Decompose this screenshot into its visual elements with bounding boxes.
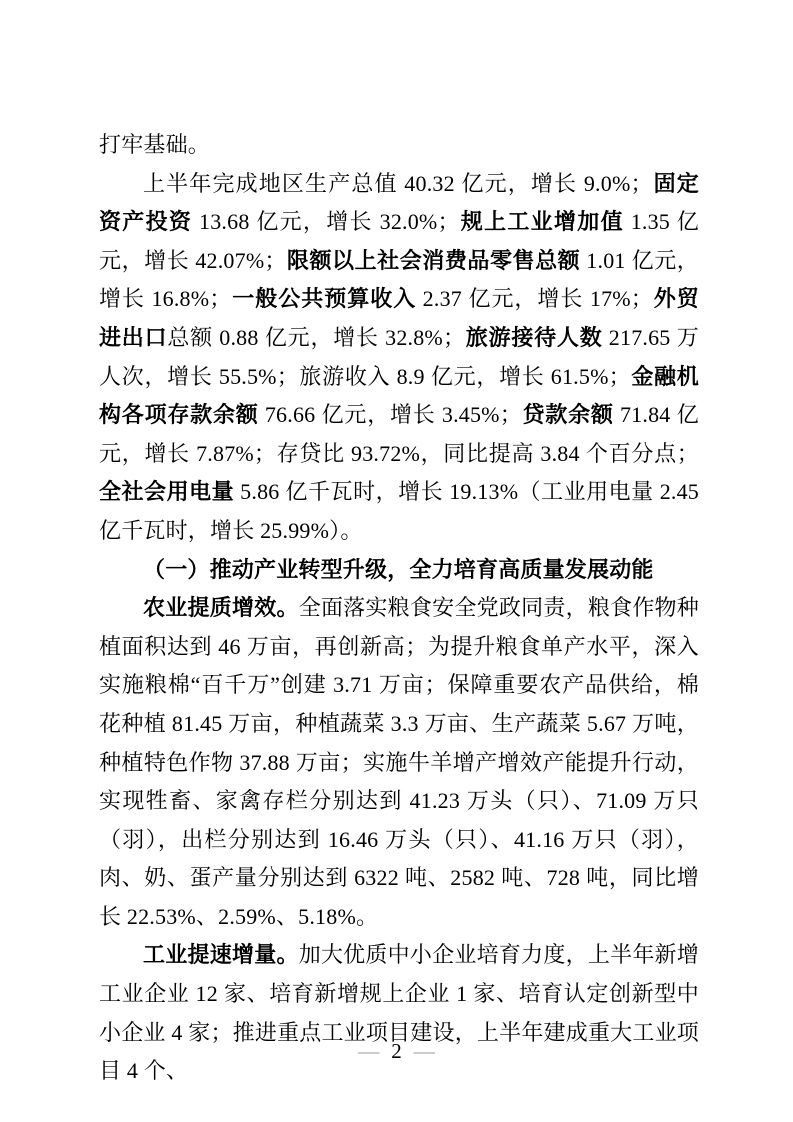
section-heading — [99, 551, 699, 590]
text-run: 加大优质中小企业培育力度，上半年新增工业企业 12 家、培育新增规上企业 1 家、培育认定创新型中小企业 4 家；推进重点工业项目建设，上半年建成重大工业项目 4 个、 — [99, 942, 700, 1084]
text-run: 76.66 亿元，增长 3.45%； — [258, 402, 522, 428]
bold-term: 规上工业增加值 — [459, 209, 624, 235]
text-run: 1.01 亿元，增长 16.8%； — [99, 247, 699, 312]
text-run: 打牢基础。 — [99, 132, 211, 157]
footer-dash-left: — — [358, 1039, 380, 1063]
paragraph — [99, 126, 699, 165]
paragraph — [99, 936, 699, 1090]
document-body — [99, 126, 699, 1091]
bold-term: 旅游接待人数 — [465, 324, 603, 350]
text-run: 13.68 亿元，增长 32.0%； — [192, 209, 460, 235]
bold-term: 金融机构各项存款余额 — [99, 363, 699, 428]
bold-term: 农业提质增效。 — [143, 595, 299, 621]
bold-term: 工业提速增量。 — [143, 942, 299, 968]
text-run: 217.65 万人次，增长 55.5%；旅游收入 8.9 亿元，增长 61.5%； — [99, 324, 700, 389]
text-run: 5.86 亿千瓦时，增长 19.13%（工业用电量 2.45 亿千瓦时，增长 25.99%）。 — [99, 479, 700, 543]
footer-dash-right: — — [413, 1039, 435, 1063]
paragraph — [99, 165, 699, 551]
page-footer — [0, 1036, 793, 1066]
bold-term: 一般公共预算收入 — [231, 286, 417, 312]
paragraph — [99, 589, 699, 936]
text-run: 2.37 亿元，增长 17%； — [416, 286, 654, 312]
bold-term: 外贸进出口 — [99, 286, 699, 350]
text-run: 全面落实粮食安全党政同责，粮食作物种植面积达到 46 万亩，再创新高；为提升粮食单产水平，深入实施粮棉“百千万”创建 3.71 万亩；保障重要农产品供给，棉花种植 81.45 万亩，种植蔬菜 3.3 万亩、生产蔬菜 5.67 万吨，种植特色作物 37.88 万亩；实施牛羊增产增效产能提升行动，实现牲畜、家禽存栏分别达到 41.23 万头（只）、71.09 万只（羽），出栏分别达到 16.46 万头（只）、41.16 万只（羽），肉、奶、蛋产量分别达到 6322 吨、2582 吨、728 吨，同比增长 22.53%、2.59%、5.18%。 — [99, 595, 700, 929]
text-run: 总额 0.88 亿元，增长 32.8%； — [167, 324, 466, 350]
bold-term: 贷款余额 — [521, 402, 614, 428]
text-run: 1.35 亿元，增长 42.07%； — [99, 209, 699, 273]
bold-term: 全社会用电量 — [99, 479, 235, 505]
page-number: 2 — [391, 1039, 402, 1063]
bold-term: 限额以上社会消费品零售总额 — [286, 247, 581, 273]
text-run: 上半年完成地区生产总值 40.32 亿元，增长 9.0%； — [143, 170, 653, 196]
bold-term: （一）推动产业转型升级，全力培育高质量发展动能 — [143, 556, 654, 582]
bold-term: 固定资产投资 — [99, 170, 699, 235]
text-run: 71.84 亿元，增长 7.87%；存贷比 93.72%，同比提高 3.84 个百分点； — [99, 402, 699, 466]
